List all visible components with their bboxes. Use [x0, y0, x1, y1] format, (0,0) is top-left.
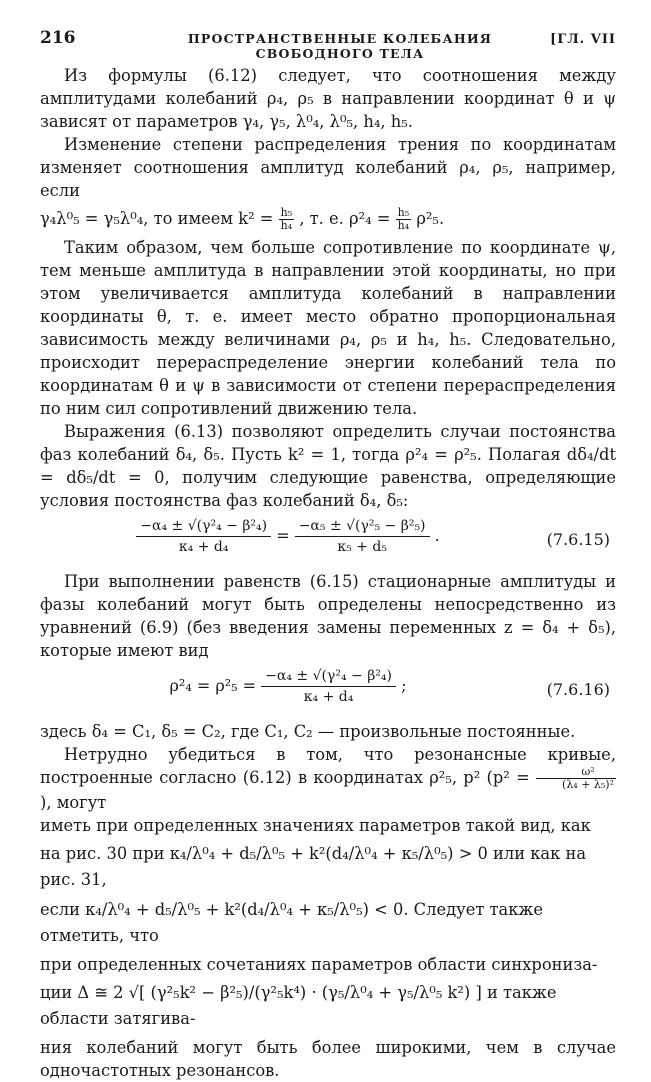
paragraph-7-line-6 [40, 980, 616, 1032]
running-title: ПРОСТРАНСТВЕННЫЕ КОЛЕБАНИЯ СВОБОДНОГО ТЕЛА [187, 31, 493, 61]
condition-expression: κ₄/λ⁰₄ + d₅/λ⁰₅ + k²(d₄/λ⁰₄ + κ₅/λ⁰₅) [169, 844, 454, 863]
formula-mid: , т. е. ρ²₄ = [299, 209, 391, 228]
ratio-h-2-den: h₄ [397, 219, 410, 232]
eq16-tail: ; [401, 676, 407, 695]
p7-note-tail: < 0. Следует также отметить, что [40, 900, 544, 945]
p-squared-den: (λ₄ + λ₅)² [562, 778, 614, 791]
condition-expression-2: κ₄/λ⁰₄ + d₅/λ⁰₅ + k²(d₄/λ⁰₄ + κ₅/λ⁰₅) [85, 900, 369, 919]
formula-lead: γ₄λ⁰₅ = γ₅λ⁰₄, то имеем k² = [40, 209, 274, 228]
paragraph-7-line-2: иметь при определенных значениях параметров такой вид, как [40, 816, 591, 835]
equation-7-6-15: $\frac{\text{−α₄ ± √(γ²₄ − β²₄)}}{\text{κ₄ + d₄}}$ = $\frac{\text{−α₅ ± √(γ²₅ − β²₅)}}{\text{κ₅ + d₅}}$ . (7.6.15) [40, 512, 616, 570]
equation-7-6-16 [40, 662, 616, 720]
chapter-label: [ГЛ. VII [550, 32, 616, 47]
formula-tail: ρ²₅. [416, 209, 445, 228]
paragraph-2: Изменение степени распределения трения по координатам изменяет соотношения амплитуд колебаний ρ₄, ρ₅, например, если [40, 135, 616, 200]
paragraph-7-line-5: при определенных сочетаниях параметров области синхрониза- [40, 955, 598, 974]
paragraph-2-formula-line [40, 206, 616, 232]
paragraph-4: Выражения (6.13) позволяют определить случаи постоянства фаз колебаний δ₄, δ₅. Пусть k² = 1, тогда ρ²₄ = ρ²₅. Полагая dδ₄/dt = dδ₅/dt = 0, получим следующие равенства, определяющие условия постоянства фаз колебаний δ₄, δ₅: [40, 422, 616, 510]
running-header [40, 28, 616, 64]
eq15-rhs [295, 518, 430, 555]
p7-lead: Нетрудно убедиться в том, что резонансные кривые, построенные согласно (6.12) в координатах ρ²₅, p² (p² = [40, 745, 616, 787]
delta-root: √[ (γ²₅k² − β²₅)/(γ²₅k⁴) · (γ₅/λ⁰₄ + γ₅/λ⁰₅ k²) ] [128, 983, 482, 1002]
eq16-den: κ₄ + d₄ [303, 689, 354, 705]
ratio-h-2-num: h₅ [397, 206, 410, 219]
eq15-lhs-num: −α₄ ± √(γ²₄ − β²₄) [136, 518, 271, 537]
paragraph-7-line-3 [40, 841, 616, 893]
eq15-lhs-den: κ₄ + d₄ [178, 539, 229, 555]
paragraph-7-line-4 [40, 897, 616, 949]
equation-number-16: (7.6.16) [546, 680, 610, 699]
paragraph-3: Таким образом, чем больше сопротивление по координате ψ, тем меньше амплитуда в направлении этой координаты, но при этом увеличивается амплитуда колебаний в направлении координаты θ, т. е. имеет место обратно пропорциональная зависимость между величинами ρ₄, ρ₅ и h₄, h₅. Следовательно, происходит перераспределение энергии колебаний тела по координатам θ и ψ в зависимости от степени перераспределения по ним сил сопротивлений движению тела. [40, 238, 616, 418]
delta-lead: ции Δ ≅ 2 [40, 983, 124, 1002]
p7-lead-end: ), могут [40, 793, 107, 812]
p7-fig30-lead: на рис. 30 при [40, 844, 165, 863]
page [40, 28, 616, 1082]
p-squared-frac [536, 766, 616, 791]
paragraph-6: здесь δ₄ = C₁, δ₅ = C₂, где C₁, C₂ — произвольные постоянные. [40, 722, 576, 741]
equation-number-15: (7.6.15) [546, 530, 610, 549]
p-squared-num: ω² [536, 766, 616, 779]
p7-fig31-tail: > 0 или как на рис. 31, [40, 844, 587, 889]
eq16-lhs: ρ²₄ = ρ²₅ = [169, 676, 257, 695]
p7-if-lead: если [40, 900, 80, 919]
ratio-h [279, 207, 295, 232]
eq16-frac [261, 668, 396, 705]
paragraph-1: Из формулы (6.12) следует, что соотношения между амплитудами колебаний ρ₄, ρ₅ в направлении координат θ и ψ зависят от параметров γ₄, γ₅, λ⁰₄, λ⁰₅, h₄, h₅. [40, 66, 616, 131]
paragraph-7 [40, 743, 616, 814]
paragraph-5: При выполнении равенств (6.15) стационарные амплитуды и фазы колебаний могут быть определены непосредственно из уравнений (6.9) (без введения замены переменных z = δ₄ + δ₅), которые имеют вид [40, 572, 616, 660]
eq15-rhs-den: κ₅ + d₅ [337, 539, 387, 555]
ratio-h-num: h₅ [280, 206, 293, 219]
eq16-num: −α₄ ± √(γ²₄ − β²₄) [261, 668, 396, 687]
eq15-rhs-num: −α₅ ± √(γ²₅ − β²₅) [295, 518, 430, 537]
delta-tail: и также области затягива- [40, 983, 557, 1028]
ratio-h-den: h₄ [280, 219, 293, 232]
paragraph-7-end: ния колебаний могут быть более широкими, чем в случае одночастотных резонансов. [40, 1038, 616, 1080]
eq15-lhs [136, 518, 271, 555]
page-number: 216 [40, 28, 76, 48]
ratio-h-2 [396, 207, 412, 232]
